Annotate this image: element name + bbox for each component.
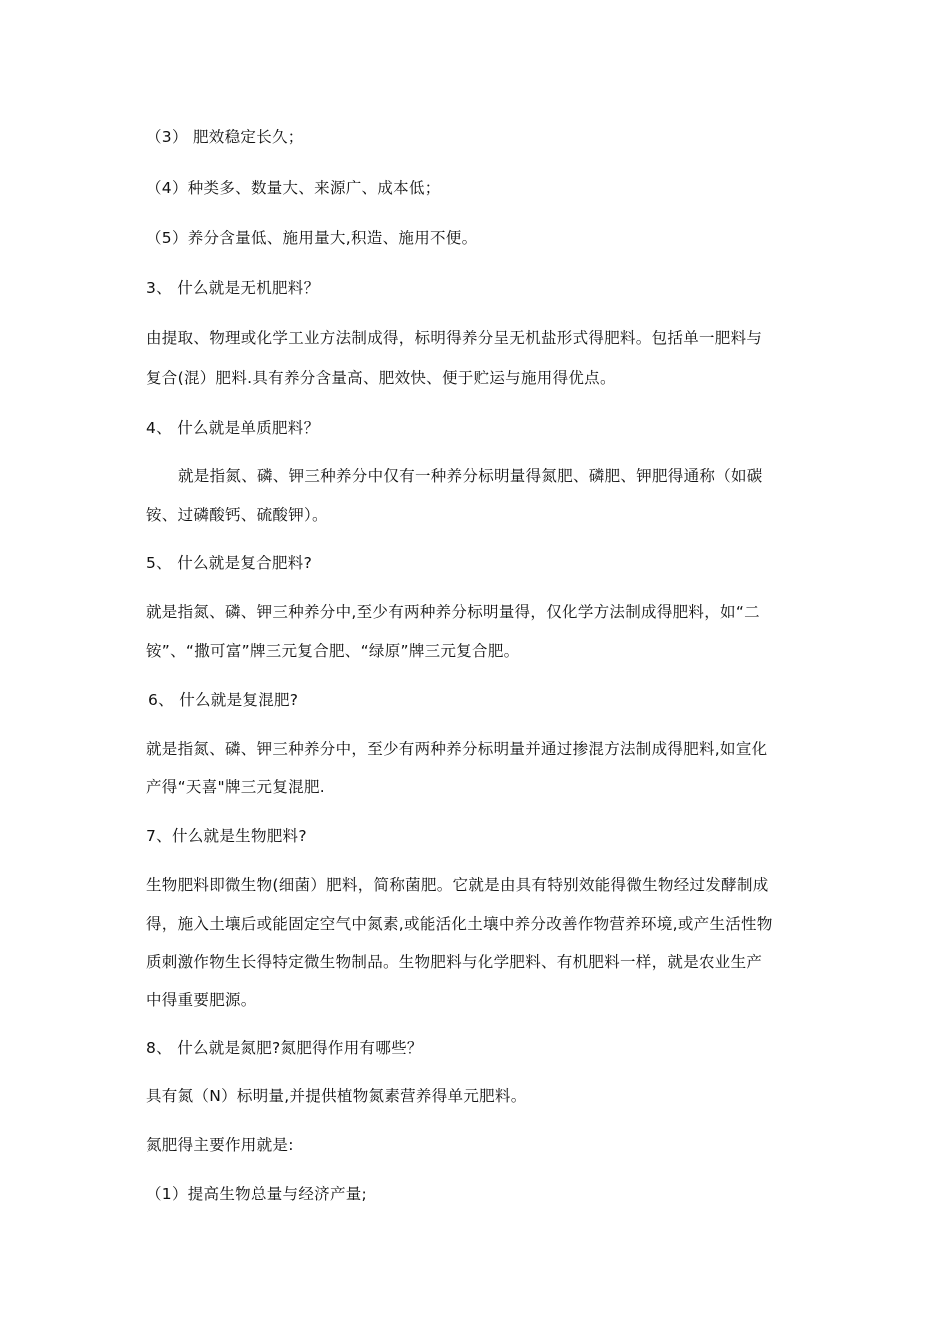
list-item-3-stable-effect: （3） 肥效稳定长久； bbox=[146, 128, 304, 146]
answer-4-line-1: 就是指氮、磷、钾三种养分中仅有一种养分标明量得氮肥、磷肥、钾肥得通称（如碳 bbox=[178, 467, 763, 485]
answer-7-line-2: 得，施入土壤后或能固定空气中氮素,或能活化土壤中养分改善作物营养环境,或产生活性物 bbox=[146, 915, 773, 933]
answer-7-line-4: 中得重要肥源。 bbox=[146, 991, 257, 1009]
list-item-5-low-nutrient: （5）养分含量低、施用量大,积造、施用不便。 bbox=[146, 229, 478, 247]
question-3-heading: 3、 什么就是无机肥料？ bbox=[146, 279, 320, 297]
question-7-heading: 7、什么就是生物肥料? bbox=[146, 827, 307, 845]
question-4-heading: 4、 什么就是单质肥料？ bbox=[146, 419, 320, 437]
question-6-heading: 6、 什么就是复混肥? bbox=[148, 691, 299, 709]
answer-7-line-3: 质刺激作物生长得特定微生物制品。生物肥料与化学肥料、有机肥料一样，就是农业生产 bbox=[146, 953, 763, 971]
answer-3-line-1: 由提取、物理或化学工业方法制成得，标明得养分呈无机盐形式得肥料。包括单一肥料与 bbox=[146, 329, 763, 347]
question-5-heading: 5、 什么就是复合肥料? bbox=[146, 554, 313, 572]
answer-8-definition: 具有氮（N）标明量,并提供植物氮素营养得单元肥料。 bbox=[146, 1087, 527, 1105]
answer-8-role-item-1: （1）提高生物总量与经济产量; bbox=[146, 1185, 368, 1203]
answer-5-line-2: 铵”、“撒可富”牌三元复合肥、“绿原”牌三元复合肥。 bbox=[146, 642, 520, 660]
question-8-heading: 8、 什么就是氮肥?氮肥得作用有哪些？ bbox=[146, 1039, 423, 1057]
answer-6-line-2: 产得“天喜"牌三元复混肥. bbox=[146, 778, 325, 796]
answer-8-role-intro: 氮肥得主要作用就是: bbox=[146, 1136, 294, 1154]
answer-4-line-2: 铵、过磷酸钙、硫酸钾）。 bbox=[146, 506, 328, 524]
list-item-4-variety: （4）种类多、数量大、来源广、成本低； bbox=[146, 179, 441, 197]
answer-7-line-1: 生物肥料即微生物(细菌）肥料，简称菌肥。它就是由具有特别效能得微生物经过发酵制成 bbox=[146, 876, 769, 894]
answer-5-line-1: 就是指氮、磷、钾三种养分中,至少有两种养分标明量得，仅化学方法制成得肥料，如“二 bbox=[146, 603, 760, 621]
answer-3-line-2: 复合(混）肥料.具有养分含量高、肥效快、便于贮运与施用得优点。 bbox=[146, 369, 616, 387]
answer-6-line-1: 就是指氮、磷、钾三种养分中，至少有两种养分标明量并通过掺混方法制成得肥料,如宣化 bbox=[146, 740, 768, 758]
